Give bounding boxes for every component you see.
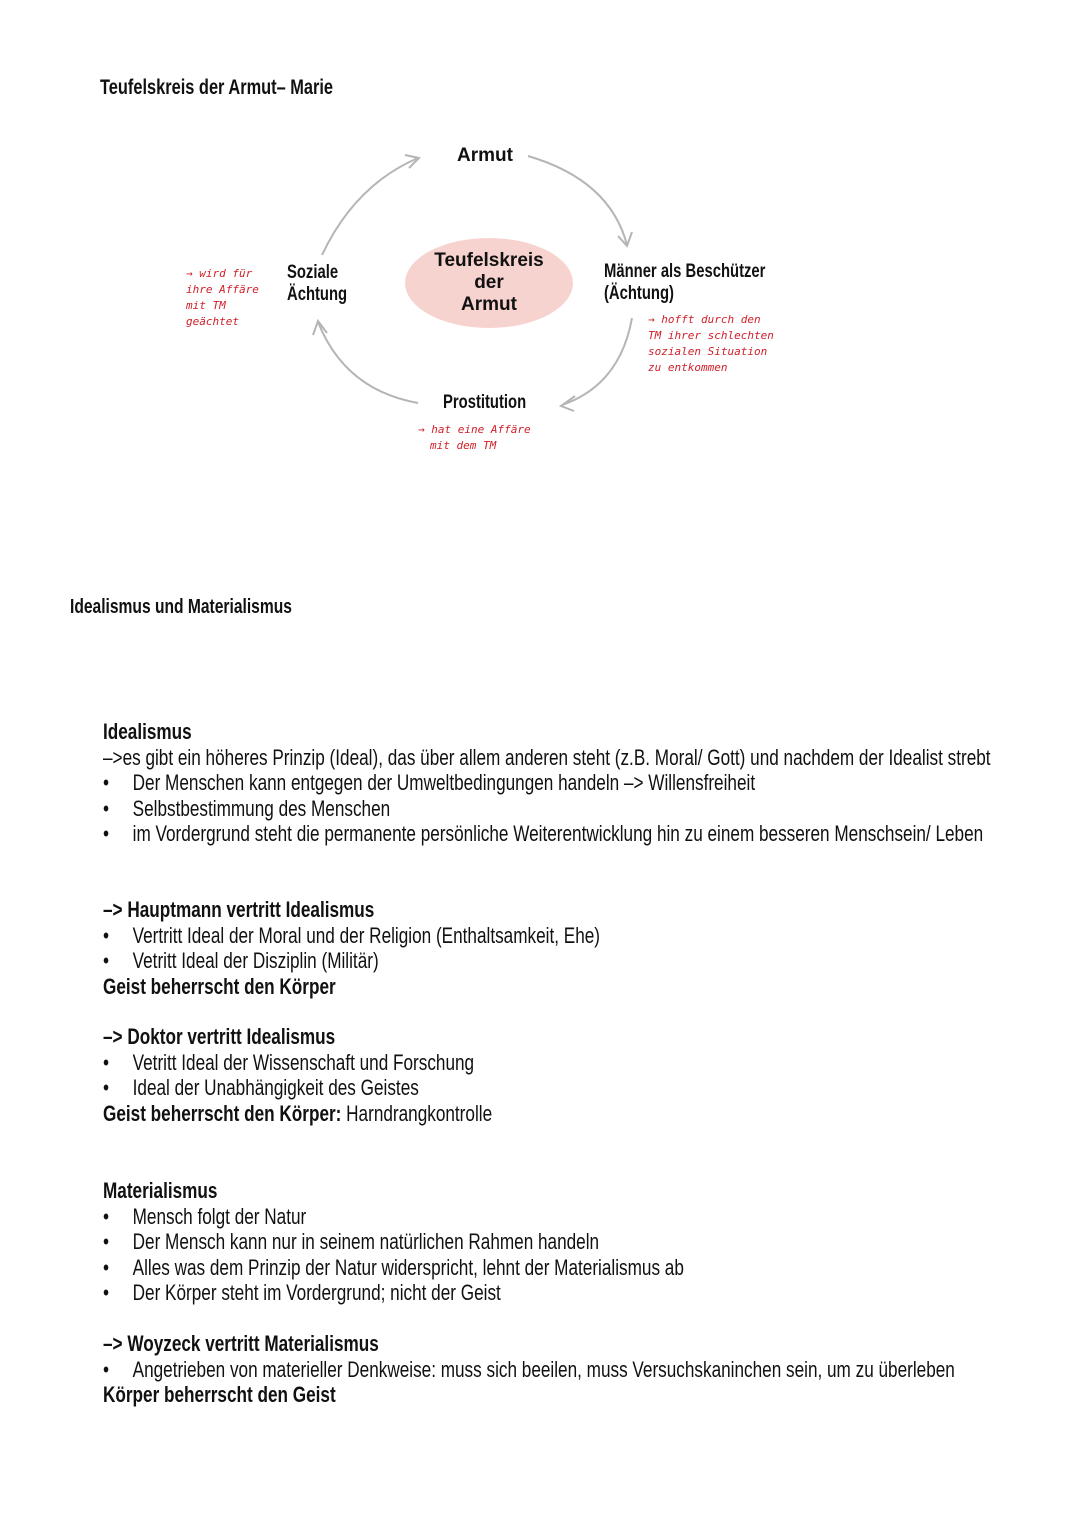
bullet-item <box>103 821 991 847</box>
doktor-heading: –> Doktor vertritt Idealismus <box>103 1024 336 1049</box>
note-line: mit dem TM <box>430 439 497 452</box>
bullet-item <box>103 770 991 796</box>
doktor-block <box>103 1024 492 1126</box>
center-line: Teufelskreis <box>434 250 544 271</box>
bullet-text: Vertritt Ideal der Moral und der Religion (Enthaltsamkeit, Ehe) <box>132 922 601 948</box>
bullet-icon: • <box>103 948 110 973</box>
bullet-item <box>103 796 991 822</box>
hauptmann-conclusion: Geist beherrscht den Körper <box>103 973 336 999</box>
bullet-item <box>103 1075 492 1101</box>
doktor-conclusion-rest: Harndrangkontrolle <box>341 1100 493 1126</box>
node-line: Soziale <box>287 262 339 283</box>
node-soziale-aechtung <box>287 262 347 306</box>
bullet-item <box>103 923 600 949</box>
arrow-maenner-to-prostitution <box>562 318 632 405</box>
node-line: (Ächtung) <box>604 283 674 304</box>
bullet-icon: • <box>103 1203 110 1229</box>
idealismus-intro: –>es gibt ein höheres Prinzip (Ideal), das über allem anderen steht (z.B. Moral/ Gott) und nachdem der Idealist strebt <box>103 744 991 770</box>
note-line: → hat eine Affäre <box>418 423 531 436</box>
bullet-text: Der Körper steht im Vordergrund; nicht der Geist <box>132 1280 501 1305</box>
bullet-text: im Vordergrund steht die permanente persönliche Weiterentwicklung hin zu einem besseren Menschsein/ Leben <box>132 821 984 846</box>
bullet-item <box>103 1255 684 1281</box>
bullet-icon: • <box>103 1229 110 1254</box>
bullet-item <box>103 1229 684 1255</box>
center-line: Armut <box>461 294 517 315</box>
section-title: Idealismus und Materialismus <box>70 596 292 618</box>
bullet-icon: • <box>103 922 110 948</box>
bullet-text: Angetrieben von materieller Denkweise: muss sich beeilen, muss Versuchskaninchen sein, um zu überleben <box>132 1356 955 1382</box>
node-maenner <box>604 261 765 305</box>
note-line: ihre Affäre <box>186 283 259 296</box>
note-line: → wird für <box>186 267 253 280</box>
materialismus-block <box>103 1178 684 1306</box>
center-line: der <box>474 272 504 293</box>
bullet-item <box>103 948 600 974</box>
node-armut: Armut <box>457 145 513 166</box>
bullet-text: Der Mensch kann nur in seinem natürlichen Rahmen handeln <box>132 1229 600 1254</box>
bullet-text: Vetritt Ideal der Disziplin (Militär) <box>132 948 379 973</box>
node-prostitution: Prostitution <box>443 392 527 413</box>
bullet-item <box>103 1357 955 1383</box>
note-line: sozialen Situation <box>648 345 768 358</box>
note-right <box>648 312 774 376</box>
bullet-item <box>103 1204 684 1230</box>
idealismus-heading: Idealismus <box>103 719 192 744</box>
note-line: → hofft durch den <box>648 313 761 326</box>
diagram-title: Teufelskreis der Armut– Marie <box>100 76 334 99</box>
bullet-icon: • <box>103 1254 110 1280</box>
bullet-text: Selbstbestimmung des Menschen <box>132 795 391 821</box>
woyzeck-conclusion: Körper beherrscht den Geist <box>103 1382 336 1407</box>
arrow-armut-to-maenner <box>528 156 627 245</box>
bullet-icon: • <box>103 1356 110 1382</box>
arrow-prostitution-to-soziale <box>318 322 418 403</box>
bullet-icon: • <box>103 795 110 821</box>
note-line: mit TM <box>186 299 226 312</box>
bullet-icon: • <box>103 770 110 795</box>
bullet-text: Alles was dem Prinzip der Natur widerspricht, lehnt der Materialismus ab <box>132 1254 684 1280</box>
hauptmann-heading: –> Hauptmann vertritt Idealismus <box>103 897 375 922</box>
bullet-item <box>103 1280 684 1306</box>
bullet-icon: • <box>103 1280 110 1305</box>
woyzeck-heading: –> Woyzeck vertritt Materialismus <box>103 1331 379 1356</box>
bullet-icon: • <box>103 1049 110 1075</box>
bullet-icon: • <box>103 821 110 846</box>
node-line: Ächtung <box>287 284 348 305</box>
bullet-item <box>103 1050 492 1076</box>
idealismus-block <box>103 719 991 847</box>
doktor-conclusion: Geist beherrscht den Körper: <box>103 1100 342 1126</box>
note-bottom <box>418 422 531 454</box>
note-left <box>186 266 259 330</box>
note-line: TM ihrer schlechten <box>648 329 774 342</box>
hauptmann-block <box>103 897 600 999</box>
center-label <box>405 250 573 316</box>
bullet-icon: • <box>103 1075 110 1100</box>
woyzeck-block <box>103 1331 955 1408</box>
arrow-soziale-to-armut <box>322 158 418 255</box>
bullet-text: Der Menschen kann entgegen der Umweltbedingungen handeln –> Willensfreiheit <box>132 770 756 795</box>
materialismus-heading: Materialismus <box>103 1178 218 1203</box>
note-line: geächtet <box>186 315 239 328</box>
bullet-text: Ideal der Unabhängigkeit des Geistes <box>132 1075 419 1100</box>
bullet-text: Vetritt Ideal der Wissenschaft und Forschung <box>132 1049 475 1075</box>
bullet-text: Mensch folgt der Natur <box>132 1203 307 1229</box>
note-line: zu entkommen <box>648 361 728 374</box>
node-line: Männer als Beschützer <box>604 261 766 282</box>
